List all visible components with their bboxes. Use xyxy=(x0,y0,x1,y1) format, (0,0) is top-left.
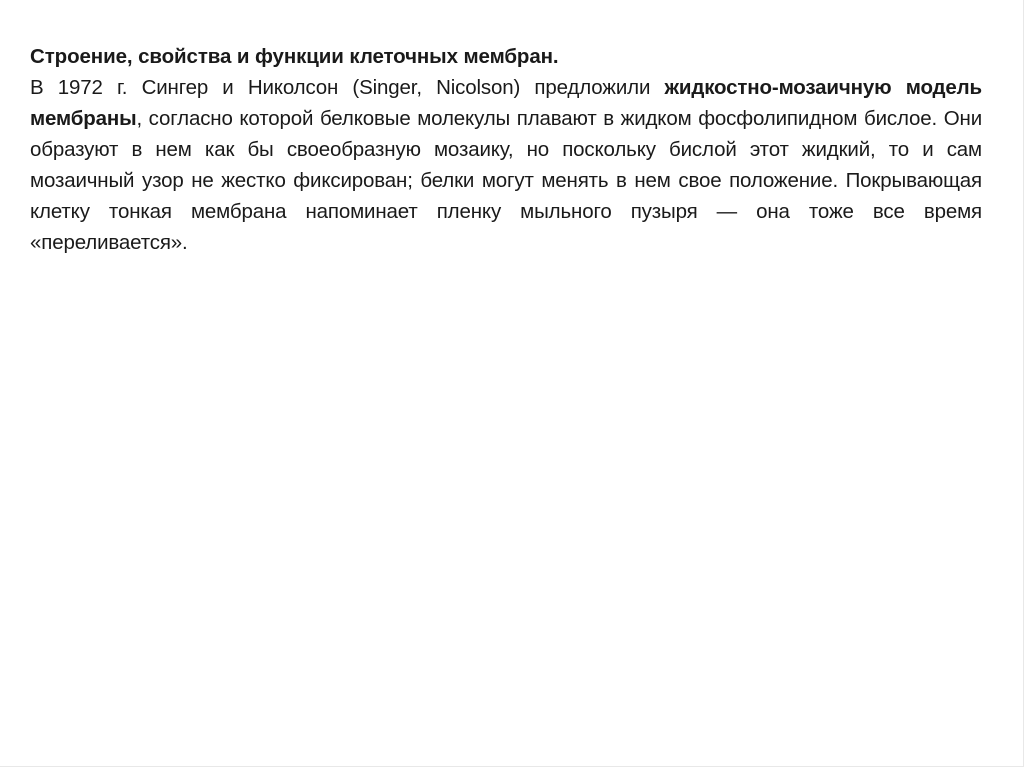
body-paragraph xyxy=(30,72,982,258)
slide-content xyxy=(30,41,982,258)
paragraph-emphasis: жидкостно-мозаичную модель мембраны xyxy=(30,76,982,130)
paragraph-text-end: , согласно которой белковые молекулы плавают в жидком фосфолипидном бислое. Они образуют в нем как бы своеобразную мозаику, но поскольку бислой этот жидкий, то и сам мозаичный узор не жестко фиксирован; белки могут менять в нем свое положение. Покрывающая клетку тонкая мембрана напоминает пленку мыльного пузыря — она тоже все время «переливается». xyxy=(30,107,982,254)
paragraph-text-start: В 1972 г. Сингер и Николсон (Singer, Nicolson) предложили xyxy=(30,76,665,99)
slide-title: Строение, свойства и функции клеточных мембран. xyxy=(30,45,559,68)
